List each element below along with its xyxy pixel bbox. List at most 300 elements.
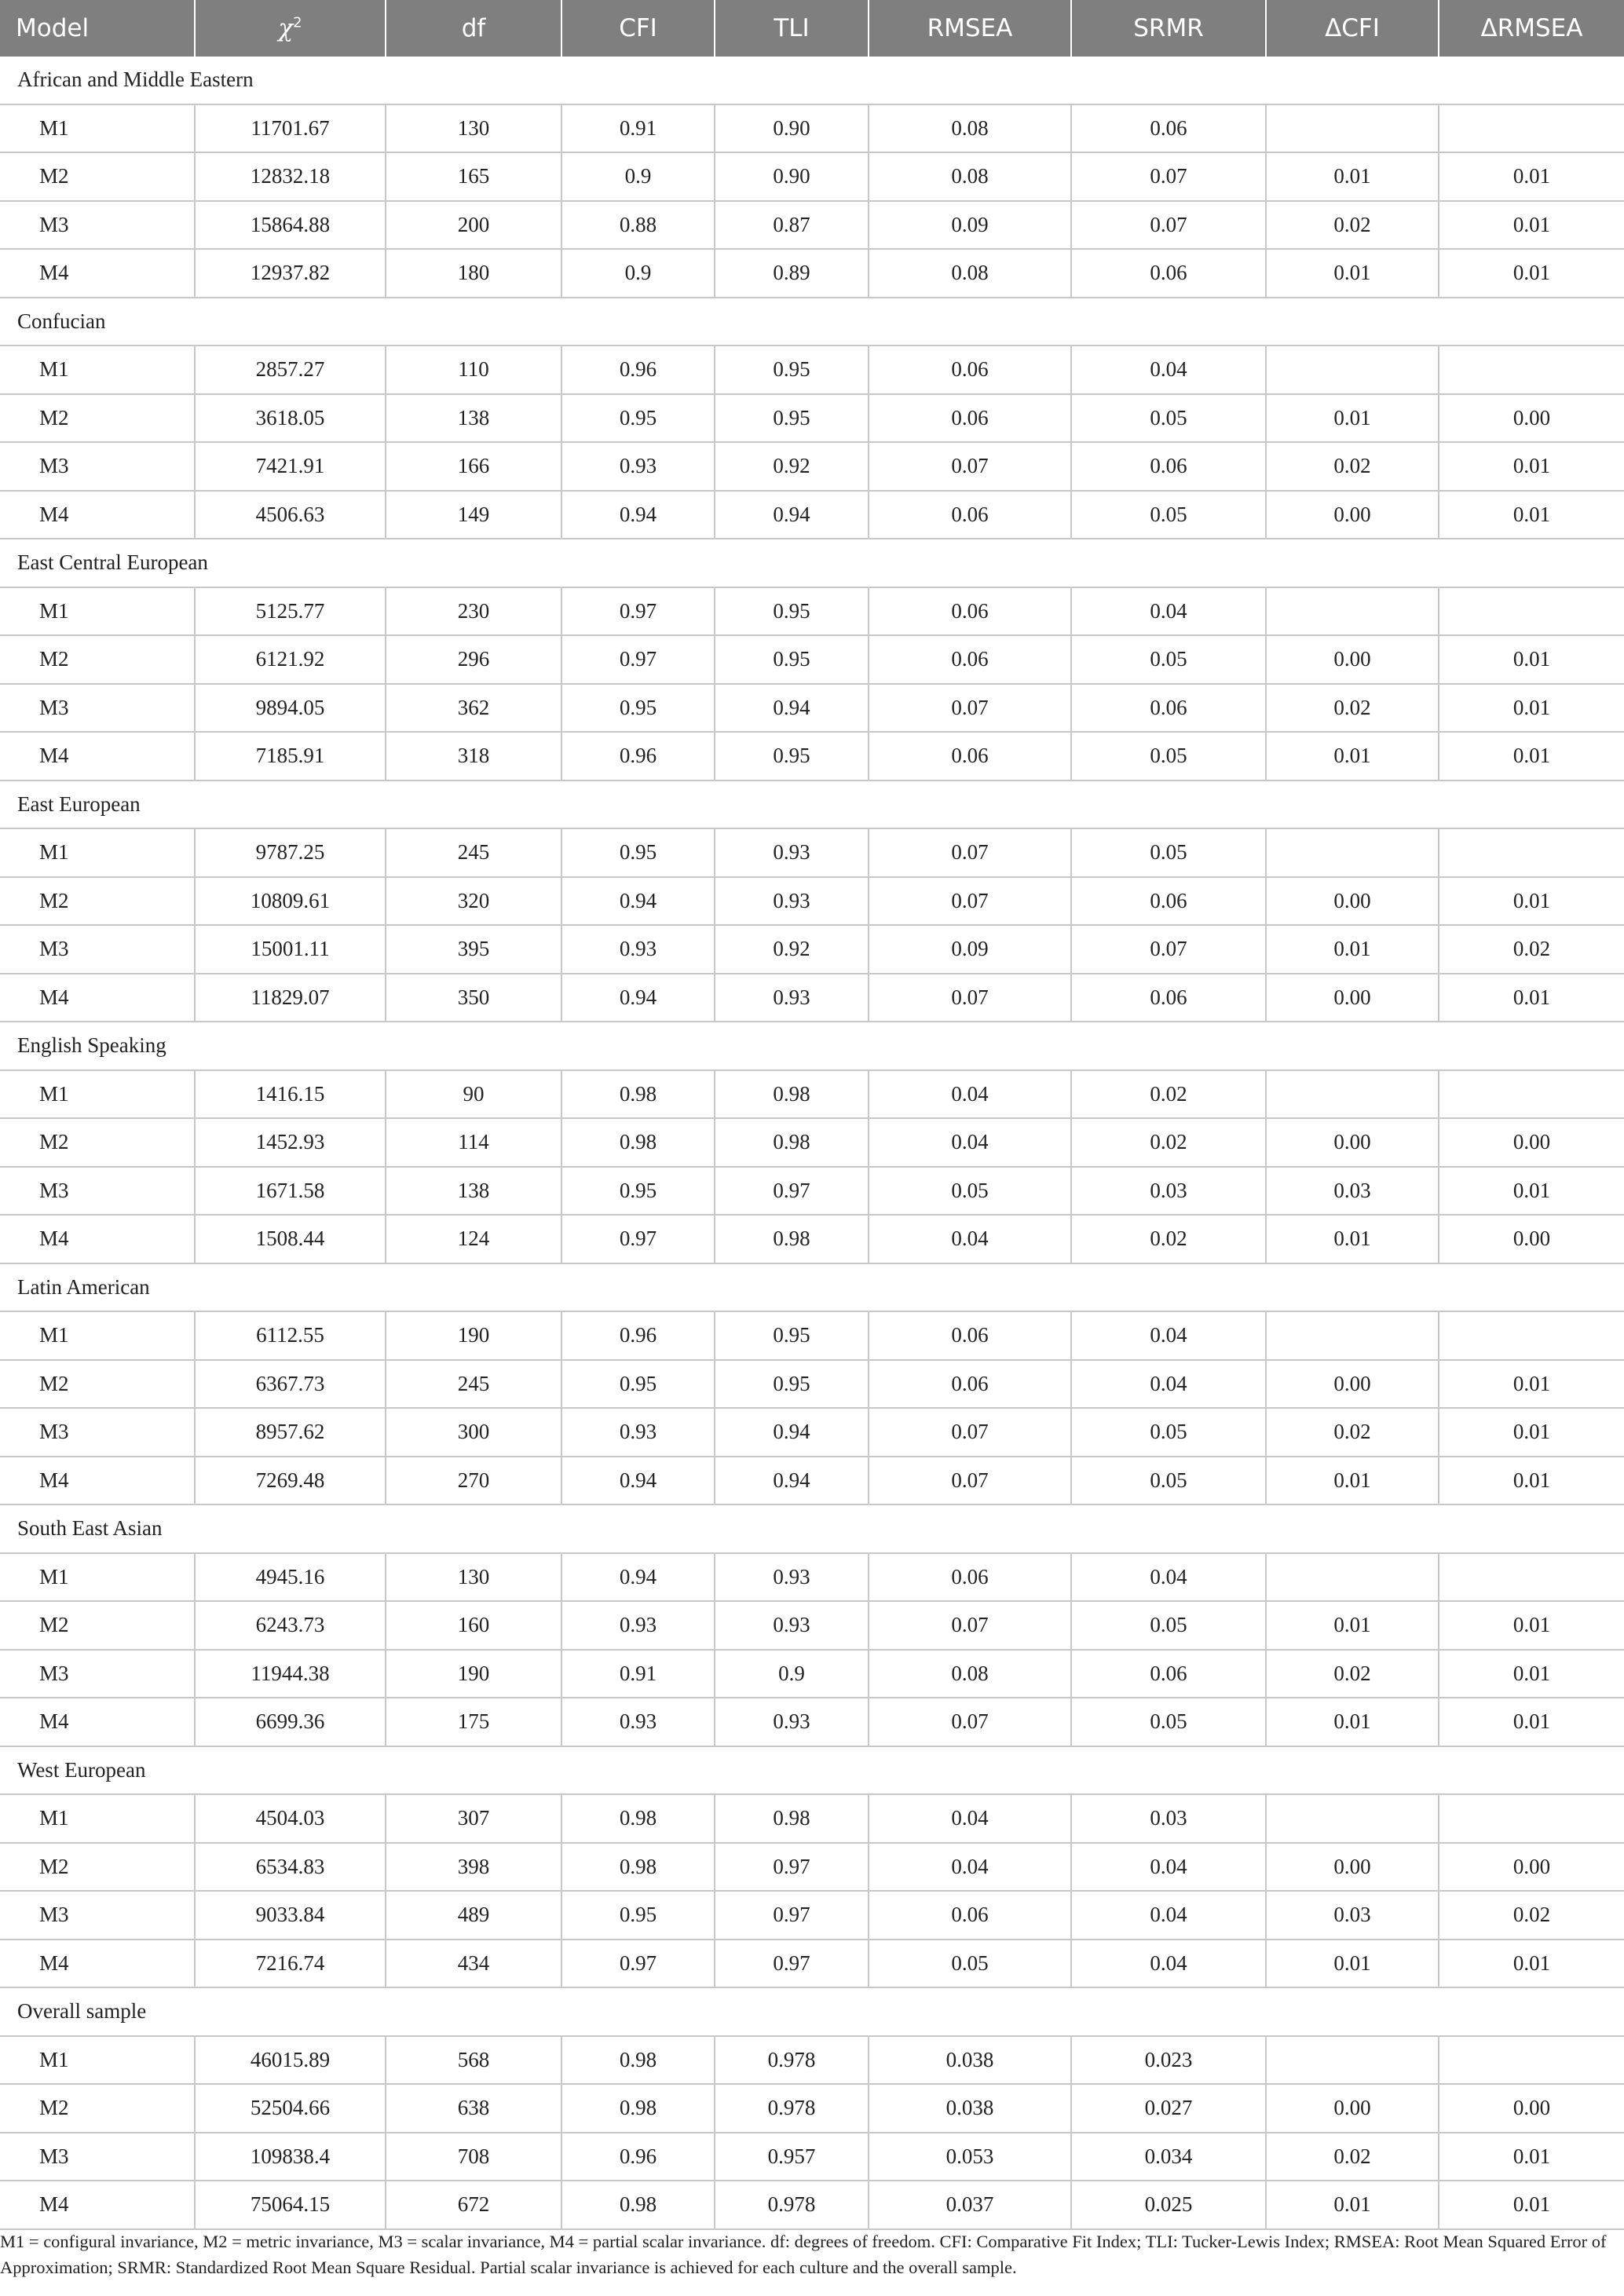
cell-cfi: 0.93	[561, 1698, 715, 1746]
table-row	[0, 1408, 1624, 1457]
cell-delta-cfi: 0.01	[1266, 2181, 1439, 2229]
cell-model: M2	[0, 152, 195, 201]
cell-delta-rmsea: 0.02	[1439, 925, 1624, 974]
cell-srmr: 0.04	[1071, 1891, 1266, 1940]
cell-df: 230	[386, 587, 561, 636]
header-srmr: SRMR	[1071, 0, 1266, 57]
cell-srmr: 0.06	[1071, 1650, 1266, 1698]
cell-df: 270	[386, 1457, 561, 1505]
table-header	[0, 0, 1624, 57]
table-row	[0, 732, 1624, 781]
cell-delta-rmsea: 0.01	[1439, 635, 1624, 684]
cell-srmr: 0.04	[1071, 345, 1266, 394]
cell-cfi: 0.9	[561, 152, 715, 201]
cell-rmsea: 0.06	[869, 1360, 1071, 1409]
cell-delta-rmsea: 0.00	[1439, 1118, 1624, 1167]
cell-chi-square: 11701.67	[195, 104, 386, 153]
cell-delta-cfi: 0.02	[1266, 1650, 1439, 1698]
cell-df: 190	[386, 1311, 561, 1360]
cell-srmr: 0.04	[1071, 1360, 1266, 1409]
cell-cfi: 0.96	[561, 345, 715, 394]
cell-tli: 0.94	[715, 1457, 869, 1505]
cell-delta-rmsea: 0.01	[1439, 1167, 1624, 1216]
cell-delta-cfi: 0.01	[1266, 1940, 1439, 1988]
cell-model: M2	[0, 394, 195, 443]
cell-chi-square: 46015.89	[195, 2036, 386, 2085]
cell-chi-square: 7421.91	[195, 442, 386, 491]
cell-chi-square: 11829.07	[195, 974, 386, 1022]
cell-cfi: 0.97	[561, 1940, 715, 1988]
cell-df: 489	[386, 1891, 561, 1940]
cell-delta-rmsea: 0.01	[1439, 249, 1624, 298]
cell-delta-rmsea	[1439, 1070, 1624, 1119]
cell-delta-cfi: 0.00	[1266, 1843, 1439, 1892]
cell-rmsea: 0.038	[869, 2084, 1071, 2133]
cell-cfi: 0.91	[561, 104, 715, 153]
cell-rmsea: 0.07	[869, 828, 1071, 877]
cell-tli: 0.95	[715, 394, 869, 443]
cell-tli: 0.97	[715, 1891, 869, 1940]
cell-cfi: 0.98	[561, 1794, 715, 1843]
table-row	[0, 1843, 1624, 1892]
cell-df: 245	[386, 1360, 561, 1409]
cell-rmsea: 0.07	[869, 1698, 1071, 1746]
cell-srmr: 0.02	[1071, 1070, 1266, 1119]
cell-chi-square: 4504.03	[195, 1794, 386, 1843]
cell-delta-rmsea: 0.01	[1439, 491, 1624, 539]
cell-df: 638	[386, 2084, 561, 2133]
cell-delta-rmsea: 0.01	[1439, 1698, 1624, 1746]
cell-chi-square: 15001.11	[195, 925, 386, 974]
cell-delta-rmsea: 0.01	[1439, 2181, 1624, 2229]
cell-model: M1	[0, 104, 195, 153]
cell-chi-square: 6699.36	[195, 1698, 386, 1746]
cell-df: 300	[386, 1408, 561, 1457]
cell-cfi: 0.94	[561, 1553, 715, 1602]
cell-delta-cfi: 0.01	[1266, 1457, 1439, 1505]
group-row	[0, 1746, 1624, 1795]
table-row	[0, 201, 1624, 250]
cell-delta-cfi: 0.01	[1266, 394, 1439, 443]
cell-chi-square: 6243.73	[195, 1601, 386, 1650]
cell-srmr: 0.06	[1071, 684, 1266, 733]
cell-tli: 0.92	[715, 442, 869, 491]
group-row	[0, 57, 1624, 104]
cell-tli: 0.98	[715, 1070, 869, 1119]
table-row	[0, 491, 1624, 539]
cell-df: 568	[386, 2036, 561, 2085]
cell-df: 307	[386, 1794, 561, 1843]
cell-model: M2	[0, 1118, 195, 1167]
cell-cfi: 0.97	[561, 587, 715, 636]
cell-srmr: 0.025	[1071, 2181, 1266, 2229]
cell-srmr: 0.05	[1071, 394, 1266, 443]
cell-cfi: 0.93	[561, 1408, 715, 1457]
cell-delta-rmsea	[1439, 345, 1624, 394]
table-row	[0, 1311, 1624, 1360]
cell-rmsea: 0.06	[869, 587, 1071, 636]
cell-tli: 0.93	[715, 974, 869, 1022]
cell-df: 245	[386, 828, 561, 877]
header-delta-cfi: ΔCFI	[1266, 0, 1439, 57]
cell-delta-rmsea: 0.01	[1439, 1650, 1624, 1698]
group-label: South East Asian	[0, 1504, 1624, 1553]
cell-chi-square: 8957.62	[195, 1408, 386, 1457]
cell-rmsea: 0.06	[869, 732, 1071, 781]
cell-rmsea: 0.038	[869, 2036, 1071, 2085]
table-row	[0, 2036, 1624, 2085]
cell-cfi: 0.95	[561, 684, 715, 733]
cell-srmr: 0.06	[1071, 442, 1266, 491]
cell-tli: 0.89	[715, 249, 869, 298]
cell-tli: 0.98	[715, 1794, 869, 1843]
cell-model: M4	[0, 249, 195, 298]
group-row	[0, 298, 1624, 346]
cell-cfi: 0.96	[561, 2133, 715, 2181]
cell-rmsea: 0.04	[869, 1843, 1071, 1892]
cell-tli: 0.97	[715, 1843, 869, 1892]
cell-tli: 0.97	[715, 1940, 869, 1988]
cell-delta-rmsea: 0.00	[1439, 1215, 1624, 1263]
table-row	[0, 1457, 1624, 1505]
table-row	[0, 104, 1624, 153]
cell-srmr: 0.05	[1071, 1698, 1266, 1746]
cell-delta-rmsea: 0.01	[1439, 732, 1624, 781]
cell-delta-cfi: 0.00	[1266, 974, 1439, 1022]
cell-rmsea: 0.05	[869, 1940, 1071, 1988]
cell-delta-rmsea: 0.01	[1439, 152, 1624, 201]
cell-model: M3	[0, 2133, 195, 2181]
cell-delta-cfi	[1266, 1070, 1439, 1119]
cell-model: M4	[0, 1215, 195, 1263]
group-label: West European	[0, 1746, 1624, 1795]
cell-model: M1	[0, 1070, 195, 1119]
cell-cfi: 0.97	[561, 635, 715, 684]
group-label: English Speaking	[0, 1022, 1624, 1070]
cell-chi-square: 1452.93	[195, 1118, 386, 1167]
cell-delta-cfi: 0.00	[1266, 635, 1439, 684]
cell-srmr: 0.05	[1071, 828, 1266, 877]
cell-delta-cfi: 0.03	[1266, 1891, 1439, 1940]
cell-df: 362	[386, 684, 561, 733]
cell-rmsea: 0.06	[869, 394, 1071, 443]
cell-cfi: 0.98	[561, 1843, 715, 1892]
cell-delta-rmsea: 0.01	[1439, 877, 1624, 926]
header-chi-square	[195, 0, 386, 57]
table-row	[0, 1698, 1624, 1746]
cell-delta-cfi	[1266, 345, 1439, 394]
table-row	[0, 2084, 1624, 2133]
group-label: African and Middle Eastern	[0, 57, 1624, 104]
cell-tli: 0.93	[715, 1601, 869, 1650]
cell-delta-rmsea	[1439, 1553, 1624, 1602]
cell-srmr: 0.023	[1071, 2036, 1266, 2085]
group-label: East Central European	[0, 539, 1624, 587]
cell-model: M1	[0, 345, 195, 394]
cell-model: M3	[0, 684, 195, 733]
group-label: Overall sample	[0, 1987, 1624, 2036]
cell-srmr: 0.06	[1071, 974, 1266, 1022]
cell-model: M3	[0, 442, 195, 491]
cell-srmr: 0.04	[1071, 1843, 1266, 1892]
cell-delta-rmsea	[1439, 828, 1624, 877]
cell-rmsea: 0.07	[869, 1457, 1071, 1505]
cell-chi-square: 15864.88	[195, 201, 386, 250]
table-row	[0, 152, 1624, 201]
cell-tli: 0.93	[715, 1553, 869, 1602]
cell-rmsea: 0.08	[869, 1650, 1071, 1698]
cell-chi-square: 7185.91	[195, 732, 386, 781]
cell-rmsea: 0.07	[869, 442, 1071, 491]
cell-df: 160	[386, 1601, 561, 1650]
cell-rmsea: 0.04	[869, 1118, 1071, 1167]
cell-model: M2	[0, 635, 195, 684]
cell-chi-square: 9787.25	[195, 828, 386, 877]
cell-tli: 0.94	[715, 1408, 869, 1457]
cell-delta-cfi: 0.01	[1266, 249, 1439, 298]
cell-srmr: 0.06	[1071, 249, 1266, 298]
cell-df: 190	[386, 1650, 561, 1698]
cell-model: M3	[0, 1891, 195, 1940]
cell-model: M4	[0, 974, 195, 1022]
cell-cfi: 0.91	[561, 1650, 715, 1698]
table-body	[0, 57, 1624, 2229]
cell-srmr: 0.07	[1071, 201, 1266, 250]
table-footnote: M1 = configural invariance, M2 = metric invariance, M3 = scalar invariance, M4 = partial scalar invariance. df: degrees of freedom. CFI: Comparative Fit Index; TLI: Tucker-Lewis Index; RMSEA: Root Mean Squared Error of Approximation; SRMR: Standardized Root Mean Square Residual. Partial scalar invariance is achieved for each culture and the overall sample.	[0, 2232, 1607, 2277]
cell-srmr: 0.04	[1071, 1553, 1266, 1602]
cell-tli: 0.978	[715, 2036, 869, 2085]
cell-srmr: 0.07	[1071, 152, 1266, 201]
cell-rmsea: 0.05	[869, 1167, 1071, 1216]
cell-df: 110	[386, 345, 561, 394]
cell-rmsea: 0.053	[869, 2133, 1071, 2181]
group-row	[0, 1987, 1624, 2036]
cell-model: M2	[0, 1601, 195, 1650]
cell-cfi: 0.96	[561, 1311, 715, 1360]
cell-tli: 0.93	[715, 877, 869, 926]
cell-delta-cfi: 0.03	[1266, 1167, 1439, 1216]
cell-model: M1	[0, 2036, 195, 2085]
cell-rmsea: 0.09	[869, 925, 1071, 974]
cell-chi-square: 7269.48	[195, 1457, 386, 1505]
cell-delta-cfi: 0.02	[1266, 201, 1439, 250]
cell-cfi: 0.95	[561, 1360, 715, 1409]
header-row	[0, 0, 1624, 57]
cell-df: 124	[386, 1215, 561, 1263]
table-row	[0, 394, 1624, 443]
cell-rmsea: 0.06	[869, 635, 1071, 684]
cell-df: 166	[386, 442, 561, 491]
cell-srmr: 0.05	[1071, 1601, 1266, 1650]
cell-rmsea: 0.08	[869, 249, 1071, 298]
cell-model: M2	[0, 2084, 195, 2133]
cell-rmsea: 0.07	[869, 877, 1071, 926]
table-row	[0, 925, 1624, 974]
cell-srmr: 0.07	[1071, 925, 1266, 974]
cell-srmr: 0.027	[1071, 2084, 1266, 2133]
cell-cfi: 0.98	[561, 1118, 715, 1167]
table-row	[0, 1167, 1624, 1216]
cell-model: M1	[0, 828, 195, 877]
cell-rmsea: 0.037	[869, 2181, 1071, 2229]
cell-model: M1	[0, 1311, 195, 1360]
cell-tli: 0.95	[715, 587, 869, 636]
header-chi-symbol: χ	[278, 14, 294, 42]
group-label: Confucian	[0, 298, 1624, 346]
cell-cfi: 0.93	[561, 442, 715, 491]
cell-chi-square: 9894.05	[195, 684, 386, 733]
cell-chi-square: 1671.58	[195, 1167, 386, 1216]
cell-cfi: 0.96	[561, 732, 715, 781]
cell-rmsea: 0.08	[869, 152, 1071, 201]
cell-cfi: 0.97	[561, 1215, 715, 1263]
cell-cfi: 0.94	[561, 877, 715, 926]
group-label: East European	[0, 781, 1624, 829]
cell-delta-cfi: 0.02	[1266, 2133, 1439, 2181]
cell-model: M1	[0, 587, 195, 636]
cell-delta-rmsea	[1439, 2036, 1624, 2085]
table-row	[0, 1070, 1624, 1119]
header-delta-rmsea: ΔRMSEA	[1439, 0, 1624, 57]
table-row	[0, 1601, 1624, 1650]
cell-srmr: 0.04	[1071, 1940, 1266, 1988]
group-row	[0, 781, 1624, 829]
cell-df: 149	[386, 491, 561, 539]
header-cfi: CFI	[561, 0, 715, 57]
header-rmsea: RMSEA	[869, 0, 1071, 57]
cell-delta-cfi: 0.01	[1266, 732, 1439, 781]
cell-delta-cfi: 0.01	[1266, 152, 1439, 201]
cell-srmr: 0.05	[1071, 635, 1266, 684]
cell-rmsea: 0.06	[869, 491, 1071, 539]
cell-tli: 0.95	[715, 635, 869, 684]
cell-df: 708	[386, 2133, 561, 2181]
cell-delta-cfi: 0.00	[1266, 491, 1439, 539]
cell-tli: 0.98	[715, 1118, 869, 1167]
cell-delta-rmsea: 0.01	[1439, 1601, 1624, 1650]
cell-delta-rmsea: 0.02	[1439, 1891, 1624, 1940]
cell-rmsea: 0.06	[869, 1311, 1071, 1360]
cell-rmsea: 0.07	[869, 1408, 1071, 1457]
cell-tli: 0.95	[715, 732, 869, 781]
table-row	[0, 635, 1624, 684]
cell-tli: 0.92	[715, 925, 869, 974]
cell-delta-cfi	[1266, 1311, 1439, 1360]
cell-tli: 0.94	[715, 684, 869, 733]
cell-df: 398	[386, 1843, 561, 1892]
cell-chi-square: 9033.84	[195, 1891, 386, 1940]
cell-delta-rmsea: 0.01	[1439, 2133, 1624, 2181]
cell-delta-rmsea: 0.01	[1439, 442, 1624, 491]
cell-srmr: 0.06	[1071, 877, 1266, 926]
cell-chi-square: 4945.16	[195, 1553, 386, 1602]
cell-chi-square: 10809.61	[195, 877, 386, 926]
table-row	[0, 877, 1624, 926]
cell-delta-rmsea: 0.01	[1439, 1940, 1624, 1988]
cell-tli: 0.93	[715, 828, 869, 877]
cell-srmr: 0.05	[1071, 491, 1266, 539]
cell-delta-cfi	[1266, 587, 1439, 636]
table-row	[0, 587, 1624, 636]
cell-srmr: 0.03	[1071, 1794, 1266, 1843]
cell-df: 138	[386, 394, 561, 443]
cell-tli: 0.95	[715, 1360, 869, 1409]
cell-model: M4	[0, 1940, 195, 1988]
cell-cfi: 0.93	[561, 925, 715, 974]
cell-srmr: 0.05	[1071, 1408, 1266, 1457]
cell-chi-square: 11944.38	[195, 1650, 386, 1698]
cell-cfi: 0.9	[561, 249, 715, 298]
cell-df: 350	[386, 974, 561, 1022]
cell-rmsea: 0.07	[869, 1601, 1071, 1650]
cell-chi-square: 12937.82	[195, 249, 386, 298]
header-df: df	[386, 0, 561, 57]
cell-df: 395	[386, 925, 561, 974]
cell-chi-square: 2857.27	[195, 345, 386, 394]
cell-delta-cfi	[1266, 2036, 1439, 2085]
cell-srmr: 0.03	[1071, 1167, 1266, 1216]
cell-model: M2	[0, 877, 195, 926]
cell-delta-cfi: 0.01	[1266, 1215, 1439, 1263]
cell-chi-square: 7216.74	[195, 1940, 386, 1988]
cell-chi-square: 109838.4	[195, 2133, 386, 2181]
cell-tli: 0.94	[715, 491, 869, 539]
cell-rmsea: 0.04	[869, 1070, 1071, 1119]
cell-df: 320	[386, 877, 561, 926]
cell-delta-cfi: 0.02	[1266, 684, 1439, 733]
cell-model: M2	[0, 1843, 195, 1892]
cell-delta-cfi: 0.01	[1266, 925, 1439, 974]
cell-chi-square: 5125.77	[195, 587, 386, 636]
cell-model: M3	[0, 1408, 195, 1457]
cell-tli: 0.90	[715, 152, 869, 201]
cell-df: 90	[386, 1070, 561, 1119]
cell-rmsea: 0.08	[869, 104, 1071, 153]
cell-df: 180	[386, 249, 561, 298]
table-row	[0, 1215, 1624, 1263]
cell-df: 114	[386, 1118, 561, 1167]
table-row	[0, 2181, 1624, 2229]
cell-rmsea: 0.07	[869, 684, 1071, 733]
cell-model: M1	[0, 1553, 195, 1602]
cell-cfi: 0.94	[561, 491, 715, 539]
cell-cfi: 0.94	[561, 1457, 715, 1505]
cell-chi-square: 1508.44	[195, 1215, 386, 1263]
table-row	[0, 1360, 1624, 1409]
cell-df: 130	[386, 104, 561, 153]
table-row	[0, 684, 1624, 733]
cell-df: 434	[386, 1940, 561, 1988]
cell-tli: 0.95	[715, 345, 869, 394]
cell-rmsea: 0.04	[869, 1215, 1071, 1263]
cell-cfi: 0.98	[561, 2036, 715, 2085]
cell-df: 672	[386, 2181, 561, 2229]
table-row	[0, 1794, 1624, 1843]
cell-delta-cfi: 0.00	[1266, 2084, 1439, 2133]
cell-model: M3	[0, 1167, 195, 1216]
cell-chi-square: 4506.63	[195, 491, 386, 539]
cell-tli: 0.978	[715, 2181, 869, 2229]
cell-df: 318	[386, 732, 561, 781]
cell-rmsea: 0.06	[869, 345, 1071, 394]
table-row	[0, 1118, 1624, 1167]
cell-cfi: 0.95	[561, 828, 715, 877]
cell-df: 175	[386, 1698, 561, 1746]
cell-tli: 0.90	[715, 104, 869, 153]
cell-model: M1	[0, 1794, 195, 1843]
cell-delta-rmsea: 0.01	[1439, 1360, 1624, 1409]
cell-delta-rmsea	[1439, 1311, 1624, 1360]
